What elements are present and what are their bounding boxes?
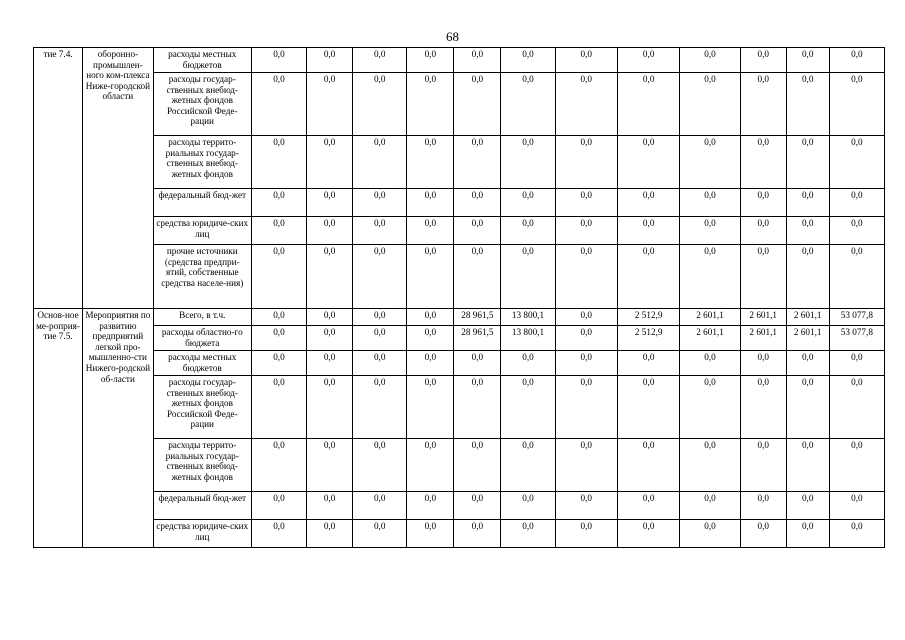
value-cell: 13 800,1 <box>501 309 555 326</box>
value-cell: 0,0 <box>353 136 407 189</box>
table-row <box>34 439 885 492</box>
value-cell: 0,0 <box>555 189 617 217</box>
value-cell: 0,0 <box>555 376 617 439</box>
value-cell: 0,0 <box>501 73 555 136</box>
value-cell: 0,0 <box>307 217 353 245</box>
value-cell: 2 601,1 <box>786 326 829 351</box>
funding-source-cell: расходы террито-риальных государ-ственных внебюд-жетных фондов <box>153 439 251 492</box>
value-cell: 0,0 <box>786 439 829 492</box>
value-cell: 0,0 <box>251 376 306 439</box>
funding-source-cell: средства юридиче-ских лиц <box>153 217 251 245</box>
value-cell: 0,0 <box>740 217 786 245</box>
value-cell: 0,0 <box>407 73 454 136</box>
table-body <box>34 48 885 548</box>
value-cell: 53 077,8 <box>829 326 884 351</box>
value-cell: 0,0 <box>251 439 306 492</box>
value-cell: 0,0 <box>617 48 679 73</box>
value-cell: 2 601,1 <box>786 309 829 326</box>
measure-name-cell: Мероприятия по развитию предприятий легкой про-мышленно-сти Нижего-родской об-ласти <box>83 309 154 548</box>
value-cell: 0,0 <box>786 136 829 189</box>
funding-source-cell: расходы местных бюджетов <box>153 351 251 376</box>
table-row <box>34 245 885 309</box>
value-cell: 0,0 <box>353 520 407 548</box>
value-cell: 0,0 <box>407 439 454 492</box>
value-cell: 0,0 <box>454 48 501 73</box>
value-cell: 0,0 <box>307 73 353 136</box>
value-cell: 0,0 <box>786 492 829 520</box>
value-cell: 0,0 <box>829 520 884 548</box>
value-cell: 0,0 <box>555 245 617 309</box>
value-cell: 0,0 <box>829 492 884 520</box>
page-number: 68 <box>446 29 459 44</box>
value-cell: 0,0 <box>407 245 454 309</box>
value-cell: 0,0 <box>501 217 555 245</box>
table-row <box>34 189 885 217</box>
value-cell: 0,0 <box>353 492 407 520</box>
funding-source-cell: расходы областно-го бюджета <box>153 326 251 351</box>
value-cell: 2 512,9 <box>617 309 679 326</box>
value-cell: 0,0 <box>786 520 829 548</box>
value-cell: 0,0 <box>829 245 884 309</box>
value-cell: 0,0 <box>307 520 353 548</box>
value-cell: 0,0 <box>454 439 501 492</box>
value-cell: 0,0 <box>740 439 786 492</box>
table-row <box>34 48 885 73</box>
value-cell: 0,0 <box>786 189 829 217</box>
value-cell: 0,0 <box>454 351 501 376</box>
value-cell: 0,0 <box>407 48 454 73</box>
funding-source-cell: федеральный бюд-жет <box>153 189 251 217</box>
value-cell: 53 077,8 <box>829 309 884 326</box>
value-cell: 0,0 <box>617 492 679 520</box>
value-cell: 0,0 <box>251 245 306 309</box>
value-cell: 0,0 <box>555 136 617 189</box>
value-cell: 0,0 <box>307 245 353 309</box>
table-row <box>34 217 885 245</box>
value-cell: 0,0 <box>555 439 617 492</box>
funding-source-cell: расходы местных бюджетов <box>153 48 251 73</box>
value-cell: 0,0 <box>740 245 786 309</box>
value-cell: 0,0 <box>407 189 454 217</box>
value-cell: 0,0 <box>555 520 617 548</box>
value-cell: 0,0 <box>251 217 306 245</box>
value-cell: 0,0 <box>353 73 407 136</box>
value-cell: 0,0 <box>680 48 740 73</box>
value-cell: 0,0 <box>555 351 617 376</box>
value-cell: 0,0 <box>501 245 555 309</box>
value-cell: 0,0 <box>740 136 786 189</box>
value-cell: 0,0 <box>617 73 679 136</box>
value-cell: 28 961,5 <box>454 326 501 351</box>
value-cell: 0,0 <box>353 245 407 309</box>
value-cell: 2 601,1 <box>740 326 786 351</box>
value-cell: 0,0 <box>353 48 407 73</box>
funding-source-cell: расходы государ-ственных внебюд-жетных фондов Российской Феде-рации <box>153 376 251 439</box>
value-cell: 0,0 <box>829 351 884 376</box>
value-cell: 0,0 <box>740 73 786 136</box>
value-cell: 0,0 <box>617 376 679 439</box>
value-cell: 0,0 <box>307 309 353 326</box>
value-cell: 2 512,9 <box>617 326 679 351</box>
value-cell: 0,0 <box>829 189 884 217</box>
value-cell: 0,0 <box>680 136 740 189</box>
value-cell: 13 800,1 <box>501 326 555 351</box>
value-cell: 0,0 <box>617 520 679 548</box>
value-cell: 0,0 <box>617 136 679 189</box>
value-cell: 0,0 <box>786 48 829 73</box>
value-cell: 0,0 <box>454 189 501 217</box>
value-cell: 0,0 <box>353 217 407 245</box>
value-cell: 0,0 <box>353 439 407 492</box>
value-cell: 0,0 <box>407 351 454 376</box>
value-cell: 0,0 <box>407 136 454 189</box>
value-cell: 0,0 <box>680 520 740 548</box>
value-cell: 0,0 <box>617 189 679 217</box>
funding-source-cell: средства юридиче-ских лиц <box>153 520 251 548</box>
value-cell: 0,0 <box>454 492 501 520</box>
value-cell: 0,0 <box>501 48 555 73</box>
value-cell: 0,0 <box>307 376 353 439</box>
value-cell: 0,0 <box>680 73 740 136</box>
value-cell: 0,0 <box>617 351 679 376</box>
value-cell: 0,0 <box>353 351 407 376</box>
value-cell: 0,0 <box>307 439 353 492</box>
table-row <box>34 520 885 548</box>
value-cell: 0,0 <box>617 245 679 309</box>
value-cell: 0,0 <box>454 136 501 189</box>
value-cell: 0,0 <box>251 520 306 548</box>
value-cell: 0,0 <box>251 351 306 376</box>
value-cell: 0,0 <box>407 217 454 245</box>
value-cell: 0,0 <box>353 376 407 439</box>
value-cell: 0,0 <box>353 326 407 351</box>
value-cell: 0,0 <box>501 376 555 439</box>
value-cell: 0,0 <box>251 136 306 189</box>
value-cell: 0,0 <box>251 189 306 217</box>
value-cell: 0,0 <box>353 309 407 326</box>
value-cell: 0,0 <box>454 376 501 439</box>
value-cell: 0,0 <box>617 217 679 245</box>
value-cell: 0,0 <box>407 376 454 439</box>
value-cell: 0,0 <box>680 376 740 439</box>
budget-table <box>33 47 885 548</box>
value-cell: 0,0 <box>829 217 884 245</box>
value-cell: 0,0 <box>786 351 829 376</box>
table-row <box>34 136 885 189</box>
table-row <box>34 73 885 136</box>
value-cell: 0,0 <box>251 48 306 73</box>
value-cell: 0,0 <box>501 351 555 376</box>
table-row <box>34 492 885 520</box>
value-cell: 2 601,1 <box>740 309 786 326</box>
value-cell: 0,0 <box>680 439 740 492</box>
table-row <box>34 376 885 439</box>
value-cell: 0,0 <box>307 351 353 376</box>
funding-source-cell: прочие источники (средства предпри-ятий, собственные средства населе-ния) <box>153 245 251 309</box>
status-cell: Основ-ное ме-роприя-тие 7.5. <box>34 309 83 548</box>
value-cell: 0,0 <box>680 189 740 217</box>
measure-name-cell: оборонно-промышлен-ного ком-плекса Ниже-городской области <box>83 48 154 309</box>
table-row <box>34 326 885 351</box>
value-cell: 0,0 <box>740 492 786 520</box>
value-cell: 0,0 <box>740 520 786 548</box>
value-cell: 0,0 <box>251 492 306 520</box>
value-cell: 0,0 <box>407 326 454 351</box>
value-cell: 0,0 <box>307 48 353 73</box>
value-cell: 0,0 <box>740 48 786 73</box>
value-cell: 0,0 <box>829 376 884 439</box>
value-cell: 0,0 <box>617 439 679 492</box>
value-cell: 0,0 <box>251 309 306 326</box>
table-row <box>34 351 885 376</box>
value-cell: 0,0 <box>307 492 353 520</box>
value-cell: 0,0 <box>786 245 829 309</box>
value-cell: 0,0 <box>680 217 740 245</box>
value-cell: 0,0 <box>251 73 306 136</box>
value-cell: 0,0 <box>555 217 617 245</box>
value-cell: 0,0 <box>251 326 306 351</box>
value-cell: 0,0 <box>454 217 501 245</box>
value-cell: 0,0 <box>307 189 353 217</box>
value-cell: 0,0 <box>454 73 501 136</box>
value-cell: 0,0 <box>740 351 786 376</box>
value-cell: 0,0 <box>740 189 786 217</box>
value-cell: 28 961,5 <box>454 309 501 326</box>
value-cell: 0,0 <box>829 439 884 492</box>
value-cell: 0,0 <box>829 73 884 136</box>
value-cell: 0,0 <box>786 376 829 439</box>
value-cell: 0,0 <box>454 245 501 309</box>
value-cell: 0,0 <box>501 136 555 189</box>
value-cell: 2 601,1 <box>680 309 740 326</box>
funding-source-cell: Всего, в т.ч. <box>153 309 251 326</box>
value-cell: 0,0 <box>829 48 884 73</box>
value-cell: 0,0 <box>786 217 829 245</box>
value-cell: 0,0 <box>555 326 617 351</box>
value-cell: 0,0 <box>501 439 555 492</box>
value-cell: 0,0 <box>407 309 454 326</box>
value-cell: 0,0 <box>353 189 407 217</box>
funding-source-cell: федеральный бюд-жет <box>153 492 251 520</box>
table-row <box>34 309 885 326</box>
value-cell: 0,0 <box>454 520 501 548</box>
value-cell: 0,0 <box>501 189 555 217</box>
value-cell: 0,0 <box>307 326 353 351</box>
value-cell: 0,0 <box>740 376 786 439</box>
funding-source-cell: расходы террито-риальных государ-ственных внебюд-жетных фондов <box>153 136 251 189</box>
value-cell: 0,0 <box>501 520 555 548</box>
status-cell: тие 7.4. <box>34 48 83 309</box>
value-cell: 0,0 <box>407 492 454 520</box>
value-cell: 0,0 <box>680 492 740 520</box>
value-cell: 0,0 <box>555 309 617 326</box>
funding-source-cell: расходы государ-ственных внебюд-жетных фондов Российской Феде-рации <box>153 73 251 136</box>
value-cell: 0,0 <box>555 48 617 73</box>
value-cell: 0,0 <box>555 73 617 136</box>
value-cell: 0,0 <box>680 351 740 376</box>
value-cell: 0,0 <box>407 520 454 548</box>
value-cell: 0,0 <box>555 492 617 520</box>
value-cell: 0,0 <box>786 73 829 136</box>
value-cell: 0,0 <box>680 245 740 309</box>
value-cell: 2 601,1 <box>680 326 740 351</box>
value-cell: 0,0 <box>501 492 555 520</box>
value-cell: 0,0 <box>829 136 884 189</box>
value-cell: 0,0 <box>307 136 353 189</box>
